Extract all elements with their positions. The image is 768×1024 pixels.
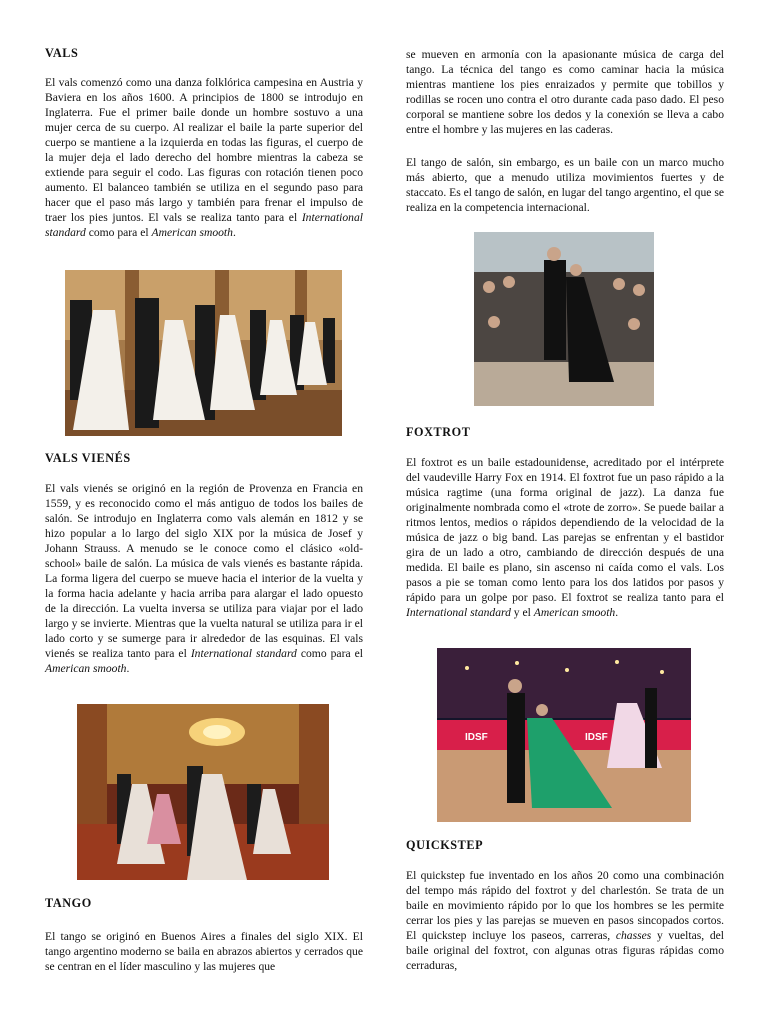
tango-salon-paragraph: El tango de salón, sin embargo, es un baile con un marco mucho más abierto, que a menudo utiliza movimientos fuertes y de staccato. Es el tango de salón, en lugar del tango argentino, el que se realiza en la competencia internacional. <box>406 156 724 214</box>
quickstep-paragraph: El quickstep fue inventado en los años 20 como una combinación del tempo más rápido del foxtrot y del charlestón. Se trata de un baile en movimiento rápido por lo que los hombres se les permite cerrar los pies y las parejas se mueven en pasos sincopados cortos. El quickstep incluye los paseos, carreras, chasses y vueltas, del baile original del foxtrot, con algunas otras figuras rápidas como cerraduras, <box>406 869 724 972</box>
heading-quickstep: QUICKSTEP <box>406 838 484 852</box>
foxtrot-paragraph: El foxtrot es un baile estadounidense, acreditado por el intérprete del vaudeville Harry Fox en 1914. El foxtrot fue un paso rápido a la música ragtime (una forma original de jazz). La danza fue originalmente nombrada como el «trote de zorro». Se puede bailar a ritmos lentos, medios o rápidos dependiendo de la velocidad de la música de jazz o big band. Las parejas se enfrentan y el bastidor gira de un lado a otro, cambiando de dirección después de una medida. El baile es plano, sin ascenso ni caída como el vals. Los pasos a pie se toman como lento para los dos latidos por pasos y rápido para un golpe por paso. El foxtrot se realiza tanto para el International standard y el American smooth. <box>406 456 724 619</box>
vals-vienes-paragraph: El vals vienés se originó en la región de Provenza en Francia en 1559, y es reconocido como el más antiguo de todos los bailes de salón. Se introdujo en Inglaterra como vals alemán en 1812 y se hizo popular a lo largo del siglo XIX por la música de Josef y Johann Strauss. A menudo se le conoce como el clásico «old-school» baile de salón. La música de vals vienés es bastante rápida. La forma ligera del cuerpo se mueve hacia el interior de la vuelta y la forma hacia adelante y hacia arriba para alargar el lado opuesto de la dirección. La vuelta inversa se utiliza para viajar por el lado largo y se invierte. Mientras que la vuelta natural se utiliza para ir el lado corto y se sumerge para ir alrededor de las esquinas. El vals vienés se realiza tanto para el International standard como para el American smooth. <box>45 482 363 675</box>
heading-tango: TANGO <box>45 896 92 910</box>
banner-text-2: IDSF <box>585 732 608 743</box>
vals-paragraph: El vals comenzó como una danza folklórica campesina en Austria y Baviera en los años 1600. A principios de 1800 se introdujo en Inglaterra. Fue el primer baile donde un hombre sostuvo a una mujer cerca de su cuerpo. Al realizar el baile la parte superior del cuerpo se mantiene a la izquierda en todas las figuras, el cuerpo de la mujer deja el lado derecho del hombre mientras la cabeza se extiende para seguir el codo. Las figuras con rotación tienen poco aumento. El balanceo también se utiliza en el segundo paso para hacer que el paso más largo y también para frenar el impulso de traer los pies juntos. El vals se realiza tanto para el International standard como para el American smooth. <box>45 76 363 239</box>
heading-vals-vienes: VALS VIENÉS <box>45 451 131 465</box>
waltz-photo <box>65 270 342 436</box>
tango-paragraph-continued: se mueven en armonía con la apasionante música de carga del tango. La técnica del tango es como caminar hacia la música mientras mantiene los pies enraizados y permite que tobillos y rodillas se rocen uno contra el otro durante cada paso dado. El peso corporal se mantiene sobre los dedos y la conexión se lleva a cabo entre el hombre y las mujeres en las caderas. <box>406 48 724 136</box>
heading-foxtrot: FOXTROT <box>406 425 471 439</box>
tango-street-photo <box>474 232 654 406</box>
tango-paragraph: El tango se originó en Buenos Aires a finales del siglo XIX. El tango argentino moderno se baila en abrazos abiertos y cerrados que se centran en el líder masculino y las mujeres que <box>45 930 363 973</box>
foxtrot-competition-photo <box>437 648 691 822</box>
heading-vals: VALS <box>45 46 79 60</box>
banner-text-1: IDSF <box>465 732 488 743</box>
viennese-ballroom-painting <box>77 704 329 880</box>
